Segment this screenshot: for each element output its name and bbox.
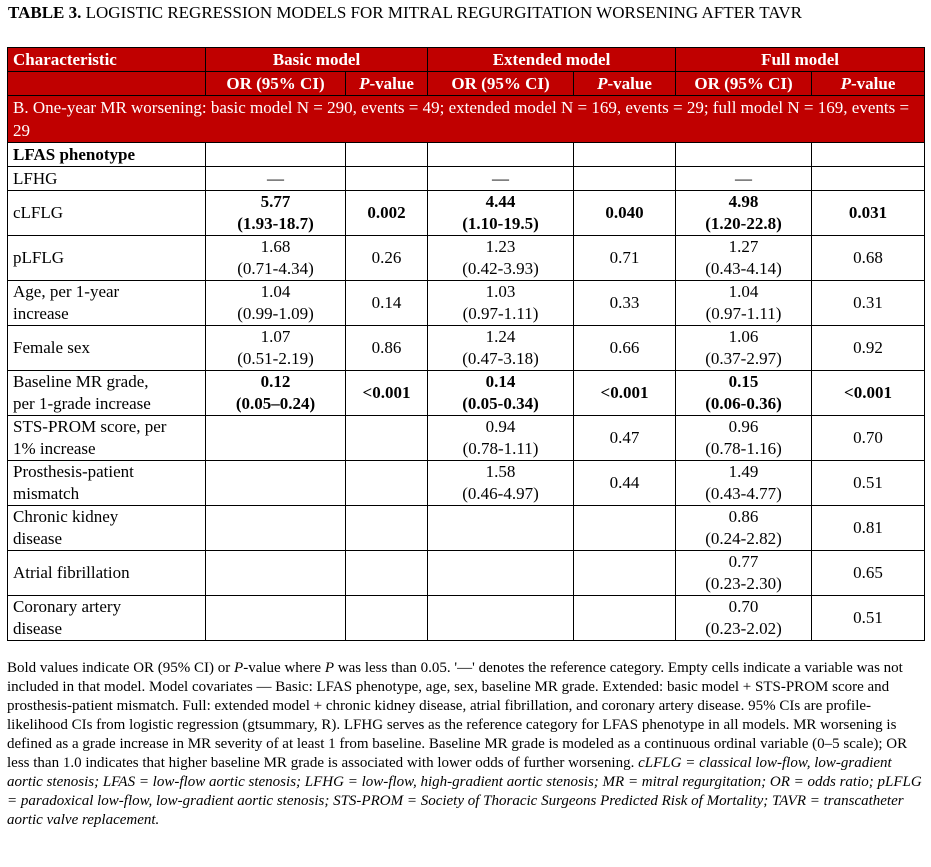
row-label: Prosthesis-patient mismatch xyxy=(8,461,206,506)
header-characteristic: Characteristic xyxy=(8,48,206,72)
header-full-model: Full model xyxy=(676,48,925,72)
header-extended-or: OR (95% CI) xyxy=(428,72,574,96)
full-or-cell: 0.77 (0.23-2.30) xyxy=(676,551,812,596)
table-row-baseline-mr-grade xyxy=(8,371,925,416)
header-blank xyxy=(8,72,206,96)
full-p-cell: 0.81 xyxy=(812,506,925,551)
full-or-cell: 0.86 (0.24-2.82) xyxy=(676,506,812,551)
table-row-chronic-kidney-disease xyxy=(8,506,925,551)
full-or-cell: 0.96 (0.78-1.16) xyxy=(676,416,812,461)
basic-or-cell: 1.68 (0.71-4.34) xyxy=(206,236,346,281)
full-p-cell: 0.51 xyxy=(812,596,925,641)
abbreviations: cLFLG = classical low-flow, low-gradient aortic stenosis; LFAS = low-flow aortic stenosis; LFHG = low-flow, high-gradient aortic stenosis; MR = mitral regurgitation; OR = odds ratio; pLFLG = paradoxical low-flow, low-gradient aortic stenosis; STS-PROM = Society of Thoracic Surgeons Predicted Risk of Mortality; TAVR = transcatheter aortic valve replacement. xyxy=(7,755,922,828)
table-row-lfas-phenotype xyxy=(8,143,925,167)
header-extended-model: Extended model xyxy=(428,48,676,72)
table-row-plflg xyxy=(8,236,925,281)
full-or-cell: 1.06 (0.37-2.97) xyxy=(676,326,812,371)
basic-or-cell: — xyxy=(206,167,346,191)
header-basic-p: P-value xyxy=(346,72,428,96)
full-p-cell: 0.70 xyxy=(812,416,925,461)
full-or-cell: — xyxy=(676,167,812,191)
extended-p-cell: 0.66 xyxy=(574,326,676,371)
basic-p-cell: 0.86 xyxy=(346,326,428,371)
table-row-female-sex xyxy=(8,326,925,371)
extended-p-cell: 0.44 xyxy=(574,461,676,506)
extended-or-cell: 0.94 (0.78-1.11) xyxy=(428,416,574,461)
full-p-cell: 0.92 xyxy=(812,326,925,371)
extended-p-cell: 0.040 xyxy=(574,191,676,236)
row-label: Chronic kidney disease xyxy=(8,506,206,551)
row-label: Atrial fibrillation xyxy=(8,551,206,596)
extended-p-cell: <0.001 xyxy=(574,371,676,416)
row-label: LFHG xyxy=(8,167,206,191)
full-or-cell: 4.98 (1.20-22.8) xyxy=(676,191,812,236)
full-p-cell: 0.65 xyxy=(812,551,925,596)
basic-p-cell: 0.26 xyxy=(346,236,428,281)
section-label: B. One-year MR worsening: basic model N = 290, events = 49; extended model N = 169, events = 29; full model N = 169, events = 29 xyxy=(8,96,925,143)
basic-or-cell: 1.07 (0.51-2.19) xyxy=(206,326,346,371)
basic-p-cell: <0.001 xyxy=(346,371,428,416)
row-label: pLFLG xyxy=(8,236,206,281)
extended-or-cell: — xyxy=(428,167,574,191)
table-label: TABLE 3. xyxy=(8,3,82,22)
table-row-clflg xyxy=(8,191,925,236)
table-row-age xyxy=(8,281,925,326)
full-p-cell: 0.51 xyxy=(812,461,925,506)
extended-or-cell: 1.24 (0.47-3.18) xyxy=(428,326,574,371)
regression-table xyxy=(7,47,925,641)
table-row-sts-prom xyxy=(8,416,925,461)
table-footnote: Bold values indicate OR (95% CI) or P-value where P was less than 0.05. '—' denotes the reference category. Empty cells indicate a variable was not included in that model. Model covariates — Basic: LFAS phenotype, age, sex, baseline MR grade. Extended: basic model + STS-PROM score and prosthesis-patient mismatch. Full: extended model + chronic kidney disease, atrial fibrillation, and coronary artery disease. 95% CIs are profile-likelihood CIs from logistic regression (gtsummary, R). LFHG serves as the reference category for LFAS phenotype in all models. MR worsening is defined as a grade increase in MR severity of at least 1 from baseline. Baseline MR grade is modeled as a continuous ordinal variable (0–5 scale); OR less than 1.0 indicates that higher baseline MR grade is associated with lower odds of further worsening. cLFLG = classical low-flow, low-gradient aortic stenosis; LFAS = low-flow aortic stenosis; LFHG = low-flow, high-gradient aortic stenosis; MR = mitral regurgitation; OR = odds ratio; pLFLG = paradoxical low-flow, low-gradient aortic stenosis; STS-PROM = Society of Thoracic Surgeons Predicted Risk of Mortality; TAVR = transcatheter aortic valve replacement. xyxy=(7,660,922,828)
basic-or-cell: 1.04 (0.99-1.09) xyxy=(206,281,346,326)
table-row-atrial-fibrillation xyxy=(8,551,925,596)
full-p-cell: 0.31 xyxy=(812,281,925,326)
row-label: Age, per 1-year increase xyxy=(8,281,206,326)
basic-or-cell: 5.77 (1.93-18.7) xyxy=(206,191,346,236)
row-label: cLFLG xyxy=(8,191,206,236)
basic-p-cell: 0.002 xyxy=(346,191,428,236)
extended-or-cell: 0.14 (0.05-0.34) xyxy=(428,371,574,416)
extended-or-cell: 1.58 (0.46-4.97) xyxy=(428,461,574,506)
extended-p-cell: 0.47 xyxy=(574,416,676,461)
table-row-prosthesis-patient-mismatch xyxy=(8,461,925,506)
full-p-cell: <0.001 xyxy=(812,371,925,416)
row-label: Female sex xyxy=(8,326,206,371)
row-label: Baseline MR grade, per 1-grade increase xyxy=(8,371,206,416)
full-p-cell: 0.68 xyxy=(812,236,925,281)
table-title: LOGISTIC REGRESSION MODELS FOR MITRAL REGURGITATION WORSENING AFTER TAVR xyxy=(85,3,802,22)
header-basic-model: Basic model xyxy=(206,48,428,72)
full-or-cell: 1.49 (0.43-4.77) xyxy=(676,461,812,506)
full-or-cell: 1.04 (0.97-1.11) xyxy=(676,281,812,326)
row-label: STS-PROM score, per 1% increase xyxy=(8,416,206,461)
table-caption xyxy=(8,2,923,23)
header-row-stats xyxy=(8,72,925,96)
extended-or-cell: 1.23 (0.42-3.93) xyxy=(428,236,574,281)
extended-p-cell: 0.33 xyxy=(574,281,676,326)
header-extended-p: P-value xyxy=(574,72,676,96)
extended-or-cell: 4.44 (1.10-19.5) xyxy=(428,191,574,236)
basic-p-cell: 0.14 xyxy=(346,281,428,326)
table-row-coronary-artery-disease xyxy=(8,596,925,641)
extended-p-cell: 0.71 xyxy=(574,236,676,281)
full-p-cell: 0.031 xyxy=(812,191,925,236)
row-label: LFAS phenotype xyxy=(8,143,206,167)
header-full-p: P-value xyxy=(812,72,925,96)
full-or-cell: 0.70 (0.23-2.02) xyxy=(676,596,812,641)
header-row-models xyxy=(8,48,925,72)
full-or-cell: 1.27 (0.43-4.14) xyxy=(676,236,812,281)
table-row-lfhg xyxy=(8,167,925,191)
header-basic-or: OR (95% CI) xyxy=(206,72,346,96)
row-label: Coronary artery disease xyxy=(8,596,206,641)
basic-or-cell: 0.12 (0.05–0.24) xyxy=(206,371,346,416)
extended-or-cell: 1.03 (0.97-1.11) xyxy=(428,281,574,326)
section-row xyxy=(8,96,925,143)
full-or-cell: 0.15 (0.06-0.36) xyxy=(676,371,812,416)
header-full-or: OR (95% CI) xyxy=(676,72,812,96)
